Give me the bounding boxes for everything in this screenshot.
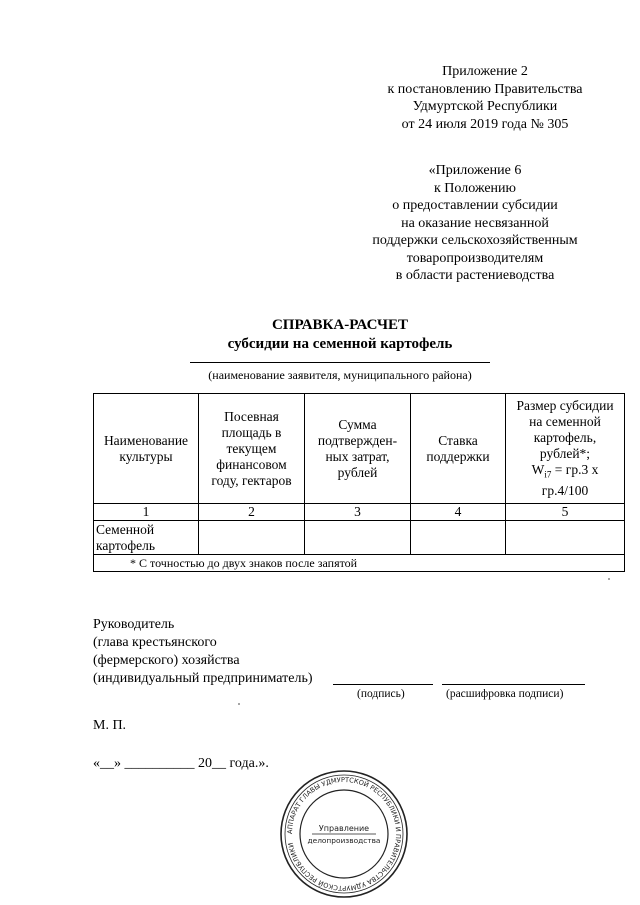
appendix-6-line: о предоставлении субсидии <box>392 198 558 213</box>
footnote-row <box>94 555 625 572</box>
head-line: (глава крестьянского <box>93 635 217 650</box>
cell-subsidy <box>506 521 625 555</box>
header-crop-name: Наименование культуры <box>94 394 199 504</box>
header-costs: Сумма подтвержден-ных затрат, рублей <box>305 394 411 504</box>
appendix-2-line: Удмуртской Республики <box>412 99 558 114</box>
cell-costs <box>305 521 411 555</box>
applicant-name-line <box>190 362 490 363</box>
header-5-line: рублей*; <box>539 446 591 462</box>
stamp-line-1: Управление <box>318 824 370 833</box>
appendix-6-line: в области растениеводства <box>395 268 555 283</box>
scan-speck <box>608 578 610 580</box>
column-number-row <box>94 504 625 521</box>
header-5-line: Размер субсидии <box>516 398 614 414</box>
stamp-seal <box>278 768 410 900</box>
table-header-row <box>94 394 625 504</box>
appendix-6-line: «Приложение 6 <box>428 163 522 178</box>
appendix-2-line: от 24 июля 2019 года № 305 <box>401 116 569 132</box>
appendix-6-line: товаропроизводителям <box>406 250 544 266</box>
appendix-6-line: поддержки сельскохозяйственным <box>372 233 578 248</box>
head-line: (фермерского) хозяйства <box>93 653 240 668</box>
column-number: 3 <box>305 504 411 521</box>
stamp-line-2: делопроизводства <box>307 836 381 845</box>
decode-caption: (расшифровка подписи) <box>446 688 564 700</box>
column-number: 4 <box>411 504 506 521</box>
title-line-2: субсидии на семенной картофель <box>227 336 453 352</box>
header-sown-area: Посевная площадь в текущем финансовом году, гектаров <box>199 394 305 504</box>
header-5-line: гр.4/100 <box>541 482 589 498</box>
appendix-6-line: на оказание несвязанной <box>401 215 549 231</box>
cell-crop: Семенной картофель <box>94 521 199 555</box>
column-number: 5 <box>506 504 625 521</box>
header-rate: Ставка поддержки <box>411 394 506 504</box>
column-number: 1 <box>94 504 199 521</box>
cell-rate <box>411 521 506 555</box>
document-title <box>140 316 540 354</box>
header-5-formula: $W_{i7} = гр.3$ х <box>531 462 599 480</box>
decode-line <box>442 684 585 685</box>
cell-area <box>199 521 305 555</box>
head-line: (индивидуальный предприниматель) <box>93 671 313 686</box>
header-subsidy-size <box>506 394 625 504</box>
seal-place-label: М. П. <box>93 718 127 733</box>
head-block <box>93 616 313 688</box>
signature-line <box>333 684 433 685</box>
table-row <box>94 521 625 555</box>
calculation-table <box>93 393 625 572</box>
appendix-2-line: к постановлению Правительства <box>387 81 583 97</box>
applicant-caption: (наименование заявителя, муниципального района) <box>208 368 472 382</box>
stamp-ring-text: АППАРАТ ГЛАВЫ УДМУРТСКОЙ РЕСПУБЛИКИ И ПРАВИТЕЛЬСТВА УДМУРТСКОЙ РЕСПУБЛИКИ <box>285 775 403 893</box>
signature-caption: (подпись) <box>357 688 405 700</box>
head-line: Руководитель <box>93 617 175 632</box>
appendix-2-line: Приложение 2 <box>442 64 528 79</box>
table-footnote: * С точностью до двух знаков после запятой <box>94 555 625 572</box>
column-number: 2 <box>199 504 305 521</box>
header-5-line: на семенной <box>529 414 601 430</box>
appendix-6-block <box>340 162 610 285</box>
appendix-2-block <box>360 63 610 133</box>
title-line-1: СПРАВКА-РАСЧЕТ <box>271 317 409 333</box>
date-line: «__» __________ 20__ года.». <box>93 756 269 771</box>
appendix-6-line: к Положению <box>433 180 516 196</box>
header-5-line: картофель, <box>533 430 597 446</box>
scan-speck <box>238 703 240 705</box>
